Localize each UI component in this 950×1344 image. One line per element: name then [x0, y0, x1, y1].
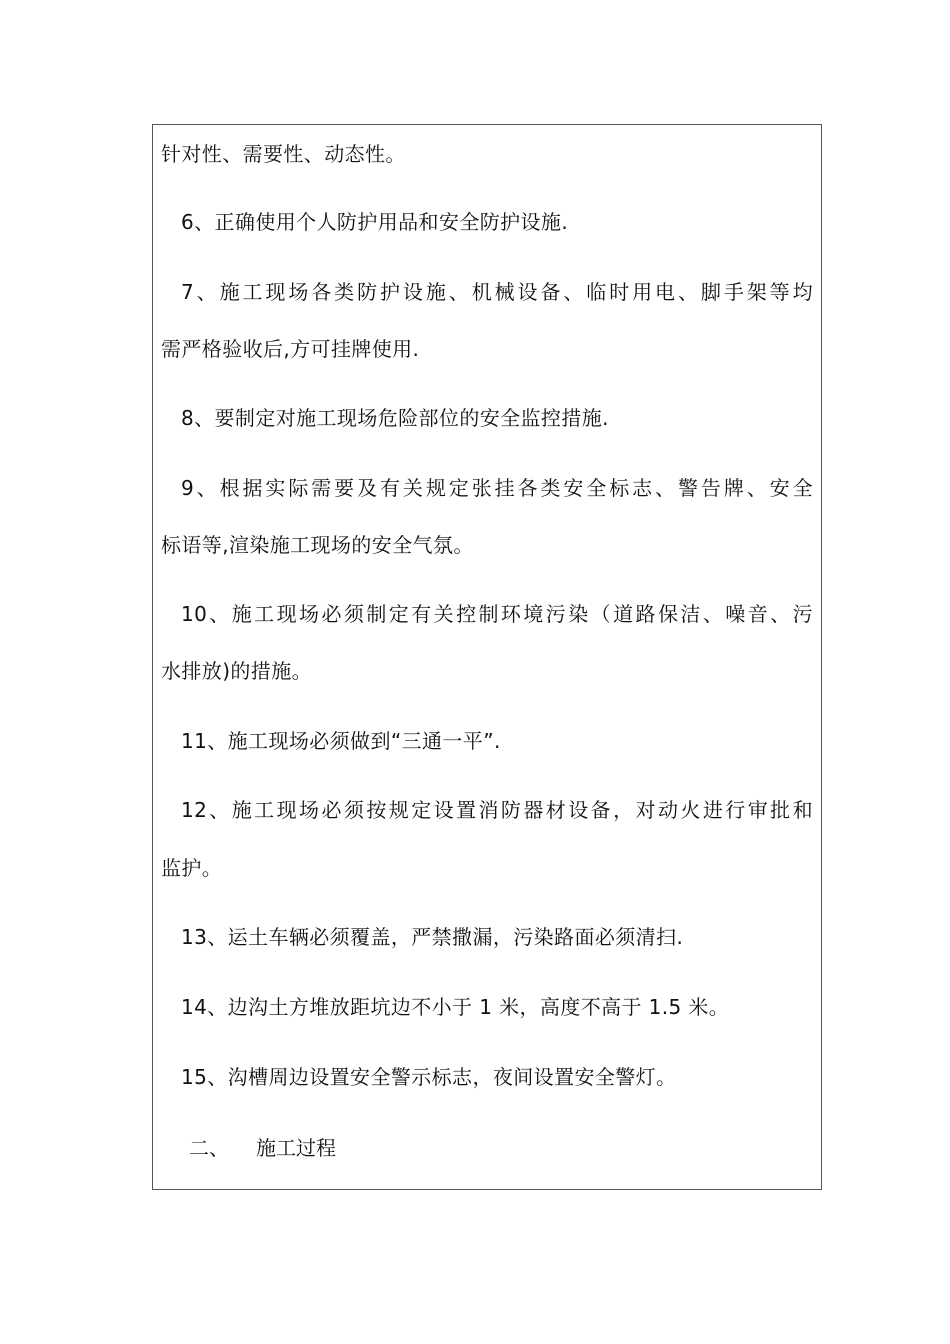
item-8: 8、要制定对施工现场危险部位的安全监控措施.	[181, 406, 609, 430]
item-7-line-2: 需严格验收后,方可挂牌使用.	[161, 337, 420, 361]
item-13: 13、运土车辆必须覆盖，严禁撒漏，污染路面必须清扫.	[181, 925, 684, 949]
item-7-line-1: 7、施工现场各类防护设施、机械设备、临时用电、脚手架等均	[181, 280, 813, 304]
item-11: 11、施工现场必须做到“三通一平”.	[181, 729, 501, 753]
item-9-line-2: 标语等,渲染施工现场的安全气氛。	[161, 533, 474, 557]
text-line-continuation: 针对性、需要性、动态性。	[161, 142, 406, 166]
item-9-line-1: 9、根据实际需要及有关规定张挂各类安全标志、警告牌、安全	[181, 476, 813, 500]
item-6: 6、正确使用个人防护用品和安全防护设施.	[181, 210, 569, 234]
section-number: 二、	[189, 1136, 229, 1160]
item-12-line-1: 12、施工现场必须按规定设置消防器材设备，对动火进行审批和	[181, 798, 813, 822]
item-10-line-2: 水排放)的措施。	[161, 659, 313, 683]
item-15: 15、沟槽周边设置安全警示标志，夜间设置安全警灯。	[181, 1065, 677, 1089]
section-title: 施工过程	[256, 1136, 336, 1160]
item-14: 14、边沟土方堆放距坑边不小于 1 米，高度不高于 1.5 米。	[181, 995, 730, 1019]
item-12-line-2: 监护。	[161, 856, 223, 880]
item-10-line-1: 10、施工现场必须制定有关控制环境污染（道路保洁、噪音、污	[181, 602, 813, 626]
